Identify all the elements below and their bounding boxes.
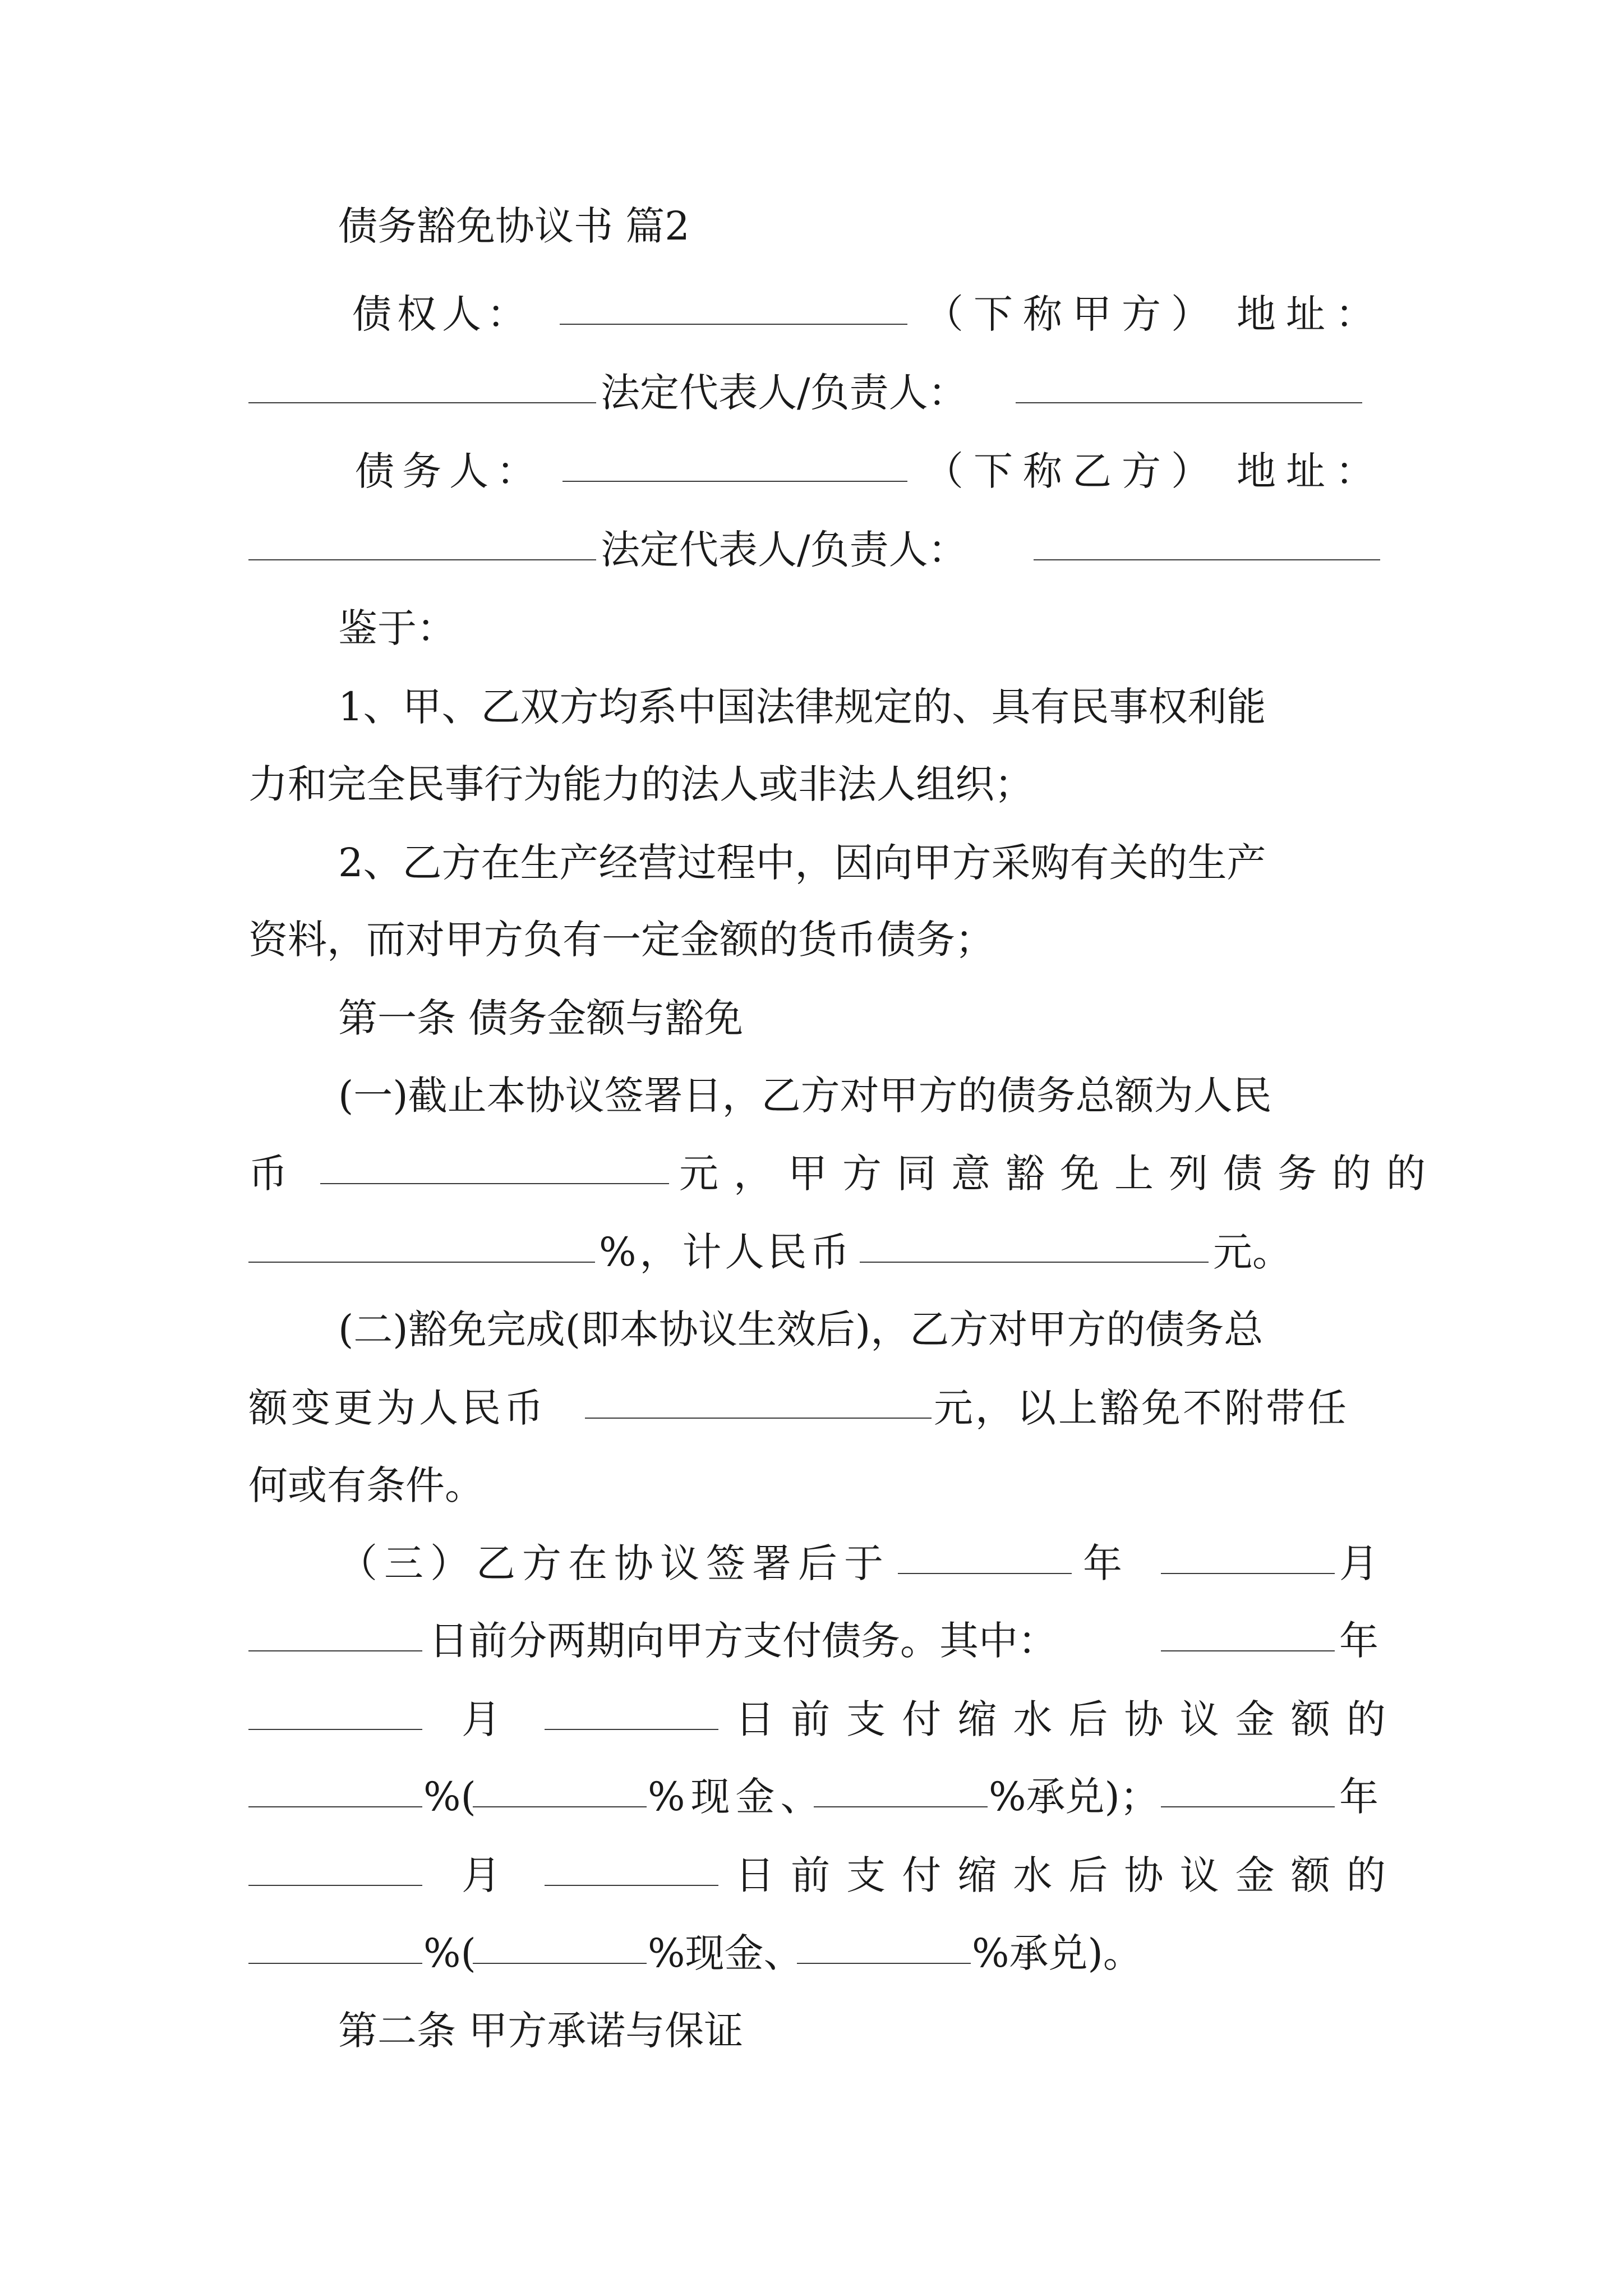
debtor-name-blank[interactable] xyxy=(562,481,907,482)
clause1-text-2a: 币 xyxy=(248,1151,288,1197)
debtor-label: 债务人： xyxy=(355,448,543,494)
article1-title-line xyxy=(248,987,1386,1049)
debtor-rep-label: 法定代表人/负责人： xyxy=(601,527,967,573)
first-payment-year-blank[interactable] xyxy=(1161,1650,1335,1651)
second-payment-year-blank[interactable] xyxy=(1161,1806,1335,1807)
clause3-text-1c: 月 xyxy=(1339,1540,1378,1586)
item1-text-2: 力和完全民事行为能力的法人或非法人组织； xyxy=(248,761,1034,807)
second-payment-percent-blank[interactable] xyxy=(248,1963,422,1964)
clause3-text-2a: 日前分两期向甲方支付债务。其中： xyxy=(429,1618,1057,1664)
debtor-address-label: 地址： xyxy=(1237,448,1385,494)
clause3-text-6a: %( xyxy=(423,1930,476,1976)
item2-line2 xyxy=(248,909,1386,970)
first-payment-percent-blank[interactable] xyxy=(248,1806,422,1807)
debtor-address-blank[interactable] xyxy=(248,559,596,560)
pay-deadline-day-blank[interactable] xyxy=(248,1650,422,1651)
article2-title-line xyxy=(248,2000,1386,2062)
clause3-text-6b: %现金、 xyxy=(648,1930,803,1976)
clause3-text-1a: （三）乙方在协议签署后于 xyxy=(338,1540,890,1586)
article2-title: 第二条 甲方承诺与保证 xyxy=(338,2008,744,2054)
total-debt-amount-blank[interactable] xyxy=(320,1183,669,1184)
item1-line1 xyxy=(248,676,1386,738)
clause3-text-1b: 年 xyxy=(1083,1540,1122,1586)
clause3-text-5a: 月 xyxy=(462,1852,501,1898)
clause2-text-2b: 元，以上豁免不附带任 xyxy=(934,1385,1349,1431)
pay-deadline-month-blank[interactable] xyxy=(1161,1573,1335,1574)
item2-text-2: 资料，而对甲方负有一定金额的货币债务； xyxy=(248,917,994,963)
clause3-text-6c: %承兑)。 xyxy=(972,1930,1142,1976)
clause2-line1 xyxy=(248,1299,1386,1360)
document-title-line xyxy=(248,195,1386,257)
clause1-line3 xyxy=(248,1221,1386,1283)
waiver-percent-blank[interactable] xyxy=(248,1262,595,1263)
clause3-text-4a: %( xyxy=(423,1774,476,1820)
clause3-text-4b: %现金、 xyxy=(648,1774,826,1820)
item2-line1 xyxy=(248,832,1386,894)
clause2-text-2a: 额变更为人民币 xyxy=(248,1385,547,1431)
second-payment-day-blank[interactable] xyxy=(545,1885,718,1886)
clause3-text-3a: 月 xyxy=(462,1696,501,1742)
clause3-line2 xyxy=(248,1610,1386,1672)
debtor-rep-line xyxy=(248,519,1386,581)
clause3-text-4d: 年 xyxy=(1339,1774,1378,1820)
creditor-name-blank[interactable] xyxy=(560,324,907,325)
second-cash-percent-blank[interactable] xyxy=(473,1963,647,1964)
article1-title: 第一条 债务金额与豁免 xyxy=(338,995,744,1041)
clause1-text-1: (一)截止本协议签署日，乙方对甲方的债务总额为人民 xyxy=(338,1073,1272,1119)
creditor-alias: （下称甲方） xyxy=(924,291,1220,337)
clause3-text-4c: %承兑)； xyxy=(989,1774,1159,1820)
pay-deadline-year-blank[interactable] xyxy=(898,1573,1072,1574)
second-acceptance-percent-blank[interactable] xyxy=(797,1963,971,1964)
clause3-line5 xyxy=(248,1844,1386,1906)
clause3-line1 xyxy=(248,1533,1386,1594)
clause3-text-2b: 年 xyxy=(1339,1618,1378,1664)
creditor-rep-line xyxy=(248,362,1386,424)
remaining-debt-blank[interactable] xyxy=(585,1418,932,1419)
debtor-line xyxy=(248,440,1386,502)
first-cash-percent-blank[interactable] xyxy=(473,1806,647,1807)
clause1-text-3a: %，计人民币 xyxy=(599,1229,853,1275)
clause3-line6 xyxy=(248,1922,1386,1984)
clause1-line1 xyxy=(248,1065,1386,1126)
whereas-heading: 鉴于： xyxy=(338,605,456,651)
clause2-line2 xyxy=(248,1377,1386,1439)
clause2-text-1: (二)豁免完成(即本协议生效后)，乙方对甲方的债务总 xyxy=(338,1306,1264,1352)
creditor-address-label: 地址： xyxy=(1237,291,1385,337)
item1-line2 xyxy=(248,753,1386,815)
creditor-address-blank[interactable] xyxy=(248,402,596,403)
waiver-amount-blank[interactable] xyxy=(860,1262,1209,1263)
creditor-rep-label: 法定代表人/负责人： xyxy=(601,370,967,416)
first-acceptance-percent-blank[interactable] xyxy=(814,1806,988,1807)
clause2-text-3: 何或有条件。 xyxy=(248,1462,484,1508)
first-payment-month-blank[interactable] xyxy=(248,1729,422,1730)
document-title: 债务豁免协议书 篇2 xyxy=(338,203,690,249)
clause3-line4 xyxy=(248,1766,1386,1828)
clause1-text-3b: 元。 xyxy=(1213,1229,1292,1275)
debtor-rep-blank[interactable] xyxy=(1034,559,1380,560)
clause1-line2 xyxy=(248,1143,1441,1204)
clause1-text-2b: 元，甲方同意豁免上列债务的的 xyxy=(679,1151,1441,1197)
first-payment-day-blank[interactable] xyxy=(545,1729,718,1730)
item1-text-1: 1、甲、乙双方均系中国法律规定的、具有民事权利能 xyxy=(338,684,1266,730)
creditor-label: 债权人： xyxy=(352,291,532,337)
creditor-line xyxy=(248,283,1386,345)
clause3-text-5b: 日 前 支 付 缩 水 后 协 议 金 额 的 xyxy=(735,1852,1386,1898)
debtor-alias: （下称乙方） xyxy=(924,448,1220,494)
whereas-line xyxy=(248,597,1386,659)
creditor-rep-blank[interactable] xyxy=(1016,402,1362,403)
clause2-line3 xyxy=(248,1455,1386,1516)
second-payment-month-blank[interactable] xyxy=(248,1885,422,1886)
clause3-line3 xyxy=(248,1688,1386,1750)
item2-text-1: 2、乙方在生产经营过程中，因向甲方采购有关的生产 xyxy=(338,840,1266,886)
clause3-text-3b: 日 前 支 付 缩 水 后 协 议 金 额 的 xyxy=(735,1696,1386,1742)
